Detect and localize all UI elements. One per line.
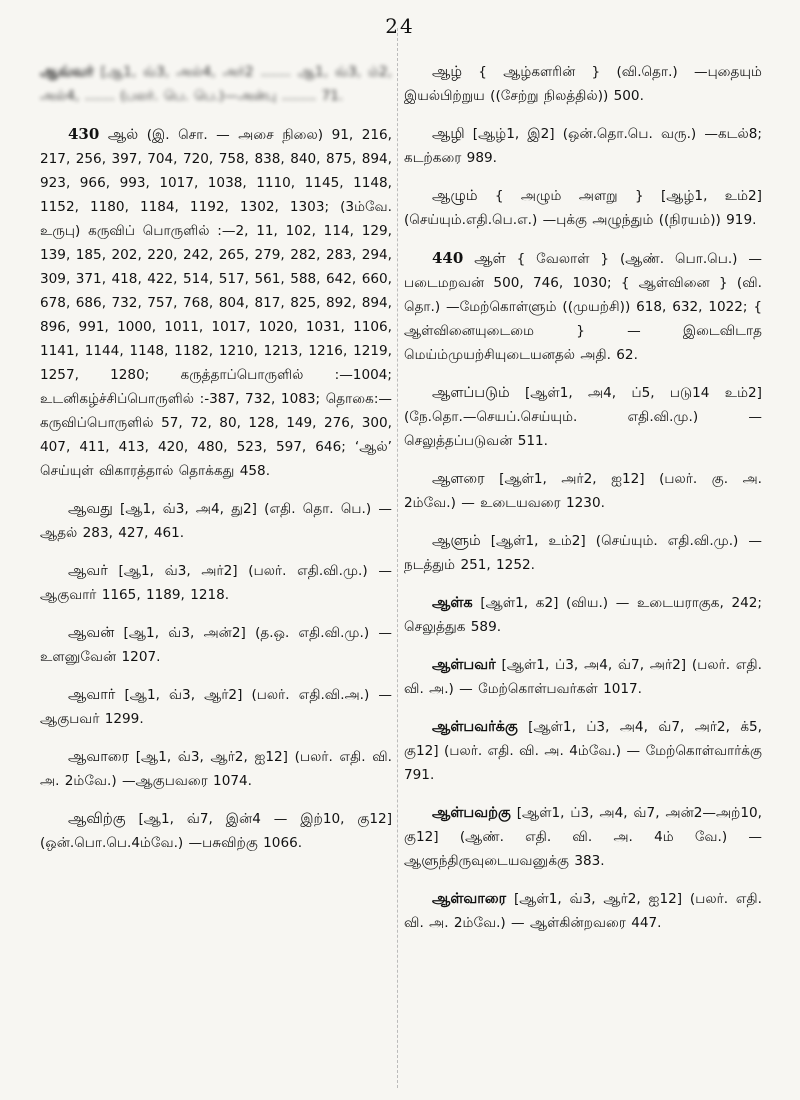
entry-definition: { அழும் அளறு } [ஆழ்1, உம்2] (செய்யும்.எதி.பெ.எ.) —புக்கு அழுந்தும் ((நிரயம்)) 919. [404, 188, 762, 228]
entry-definition: [ஆ1, வ்3, ஆர்2] (பலர். எதி.வி.அ.) —ஆகுபவர் 1299. [40, 687, 392, 727]
entry-definition: { ஆழ்களரின் } (வி.தொ.) —புதையும் இயல்பிற்றுய ((சேற்று நிலத்தில்)) 500. [404, 64, 762, 104]
entry-headword: ஆவர் [68, 563, 108, 579]
dictionary-entry [40, 60, 392, 108]
right-column [404, 60, 762, 949]
entry-headword: ஆவார் [68, 687, 116, 703]
dictionary-entry [404, 801, 762, 873]
entry-definition: [ஆள்1, வ்3, ஆர்2, ஐ12] (பலர். எதி. வி. அ. 2ம்வே.) — ஆள்கின்றவரை 447. [404, 891, 762, 931]
entry-number: 430 [68, 125, 100, 143]
entry-headword: ஆவாரை [68, 749, 130, 765]
dictionary-entry [404, 60, 762, 108]
dictionary-entry [404, 381, 762, 453]
entry-headword: ஆளரை [432, 471, 485, 487]
dictionary-entry [404, 467, 762, 515]
entry-definition: { வேலாள் } (ஆண். பொ.பெ.) —படைமறவன் 500, 746, 1030; { ஆள்வினை } (வி. தொ.) —மேற்கொள்ளும் ((முயற்சி)) 618, 632, 1022; { ஆள்வினையுடைமை } — இடைவிடாத மெய்ம்முயற்சியுடையனதல் அதி. 62. [404, 251, 762, 363]
dictionary-entry [404, 591, 762, 639]
entry-headword: ஆழும் [432, 188, 478, 204]
entry-definition: [ஆள்1, ப்3, அ4, வ்7, அன்2—அற்10, கு12] (ஆண். எதி. வி. அ. 4ம் வே.) — ஆளுந்திருவுடையவனுக்கு 383. [404, 805, 762, 869]
entry-definition: [ஆ1, வ்3, ஆர்2, ஐ12] (பலர். எதி. வி. அ. 2ம்வே.) —ஆகுபவரை 1074. [40, 749, 392, 789]
entry-headword: ஆல் [107, 127, 139, 143]
entry-headword: ஆளப்படும் [432, 385, 510, 401]
entry-headword: ஆள்க [432, 595, 473, 611]
entry-definition: [ஆள்1, அ4, ப்5, படு14 உம்2] (நே.தொ.—செயப்.செய்யும். எதி.வி.மு.) —செலுத்தப்படுவன் 511. [404, 385, 762, 449]
entry-definition: [ஆ1, வ்3, அல்4, அர்2 ....... ஆ1, வ்3, ம்2, அல்4, ....... (பலர். பெ. பெ.)—அன்பு ........ 71. [40, 64, 392, 104]
entry-definition: [ஆ1, வ்3, அர்2] (பலர். எதி.வி.மு.) —ஆகுவார் 1165, 1189, 1218. [40, 563, 392, 603]
entry-headword: ஆவிற்கு [68, 811, 126, 827]
dictionary-entry [40, 683, 392, 731]
entry-headword: ஆவது [68, 501, 113, 517]
entry-definition: [ஆள்1, உம்2] (செய்யும். எதி.வி.மு.) —நடத்தும் 251, 1252. [404, 533, 762, 573]
entry-headword: ஆள்பவர்க்கு [432, 719, 518, 735]
entry-definition: [ஆ1, வ்7, இன்4 — இற்10, கு12] (ஒன்.பொ.பெ.4ம்வே.) —பசுவிற்கு 1066. [40, 811, 392, 851]
entry-definition: [ஆள்1, ப்3, அ4, வ்7, அர்2] (பலர். எதி. வி. அ.) — மேற்கொள்பவர்கள் 1017. [404, 657, 762, 697]
entry-headword: ஆள் [474, 251, 506, 267]
dictionary-entry [40, 621, 392, 669]
dictionary-entry [40, 807, 392, 855]
entry-headword: ஆழ் [432, 64, 463, 80]
entry-number: 440 [432, 249, 464, 267]
entry-definition: (இ. சொ. — அசை நிலை) 91, 216, 217, 256, 397, 704, 720, 758, 838, 840, 875, 894, 923, 966, 993, 1017, 1038, 1110, 1145, 1148, 1152, 1180, 1184, 1192, 1302, 1303; (3ம்வே. உருபு) கருவிப் பொருளில் :—2, 11, 102, 114, 129, 139, 185, 202, 220, 242, 265, 279, 282, 283, 294, 309, 371, 418, 422, 514, 517, 561, 588, 642, 660, 678, 686, 732, 757, 768, 804, 817, 825, 892, 894, 896, 991, 1000, 1011, 1017, 1020, 1031, 1106, 1141, 1144, 1148, 1182, 1210, 1213, 1216, 1219, 1257, 1280; கருத்தாப்பொருளில் :—1004; உடனிகழ்ச்சிப்பொருளில் :-387, 732, 1083; தொகை:—கருவிப்பொருளில் 57, 72, 80, 128, 149, 276, 300, 407, 411, 413, 420, 480, 523, 597, 646; ‘ஆல்’ செய்யுள் விகாரத்தால் தொக்கது 458. [40, 127, 392, 479]
dictionary-entry [404, 122, 762, 170]
entry-headword: ஆள்பவற்கு [432, 805, 511, 821]
dictionary-entry [40, 497, 392, 545]
left-column [40, 60, 392, 869]
entry-headword: ஆளும் [432, 533, 481, 549]
entry-definition: [ஆ1, வ்3, அன்2] (த.ஒ. எதி.வி.மு.) —உளனுவேன் 1207. [40, 625, 392, 665]
dictionary-entry [40, 122, 392, 483]
entry-definition: [ஆள்1, அர்2, ஐ12] (பலர். கு. அ. 2ம்வே.) — உடையவரை 1230. [404, 471, 762, 511]
dictionary-entry [40, 559, 392, 607]
entry-definition: [ஆ1, வ்3, அ4, து2] (எதி. தொ. பெ.) —ஆதல் 283, 427, 461. [40, 501, 392, 541]
page-number: 24 [385, 14, 415, 38]
dictionary-entry [404, 887, 762, 935]
entry-definition: [ஆழ்1, இ2] (ஒன்.தொ.பெ. வரு.) —கடல்8; கடற்கரை 989. [404, 126, 762, 166]
dictionary-entry [404, 653, 762, 701]
column-divider [397, 28, 398, 1088]
entry-headword: ஆவன் [68, 625, 115, 641]
entry-definition: [ஆள்1, ப்3, அ4, வ்7, அர்2, க்5, கு12] (பலர். எதி. வி. அ. 4ம்வே.) — மேற்கொள்வார்க்கு 791. [404, 719, 762, 783]
entry-headword: ஆள்வாரை [432, 891, 507, 907]
dictionary-entry [40, 745, 392, 793]
dictionary-entry [404, 715, 762, 787]
dictionary-entry [404, 529, 762, 577]
entry-headword: ஆவ்வர் [40, 64, 94, 80]
entry-headword: ஆள்பவர் [432, 657, 496, 673]
dictionary-entry [404, 246, 762, 367]
entry-headword: ஆழி [432, 126, 465, 142]
entry-definition: [ஆள்1, க2] (விய.) — உடையராகுக, 242; செலுத்துக 589. [404, 595, 762, 635]
dictionary-entry [404, 184, 762, 232]
